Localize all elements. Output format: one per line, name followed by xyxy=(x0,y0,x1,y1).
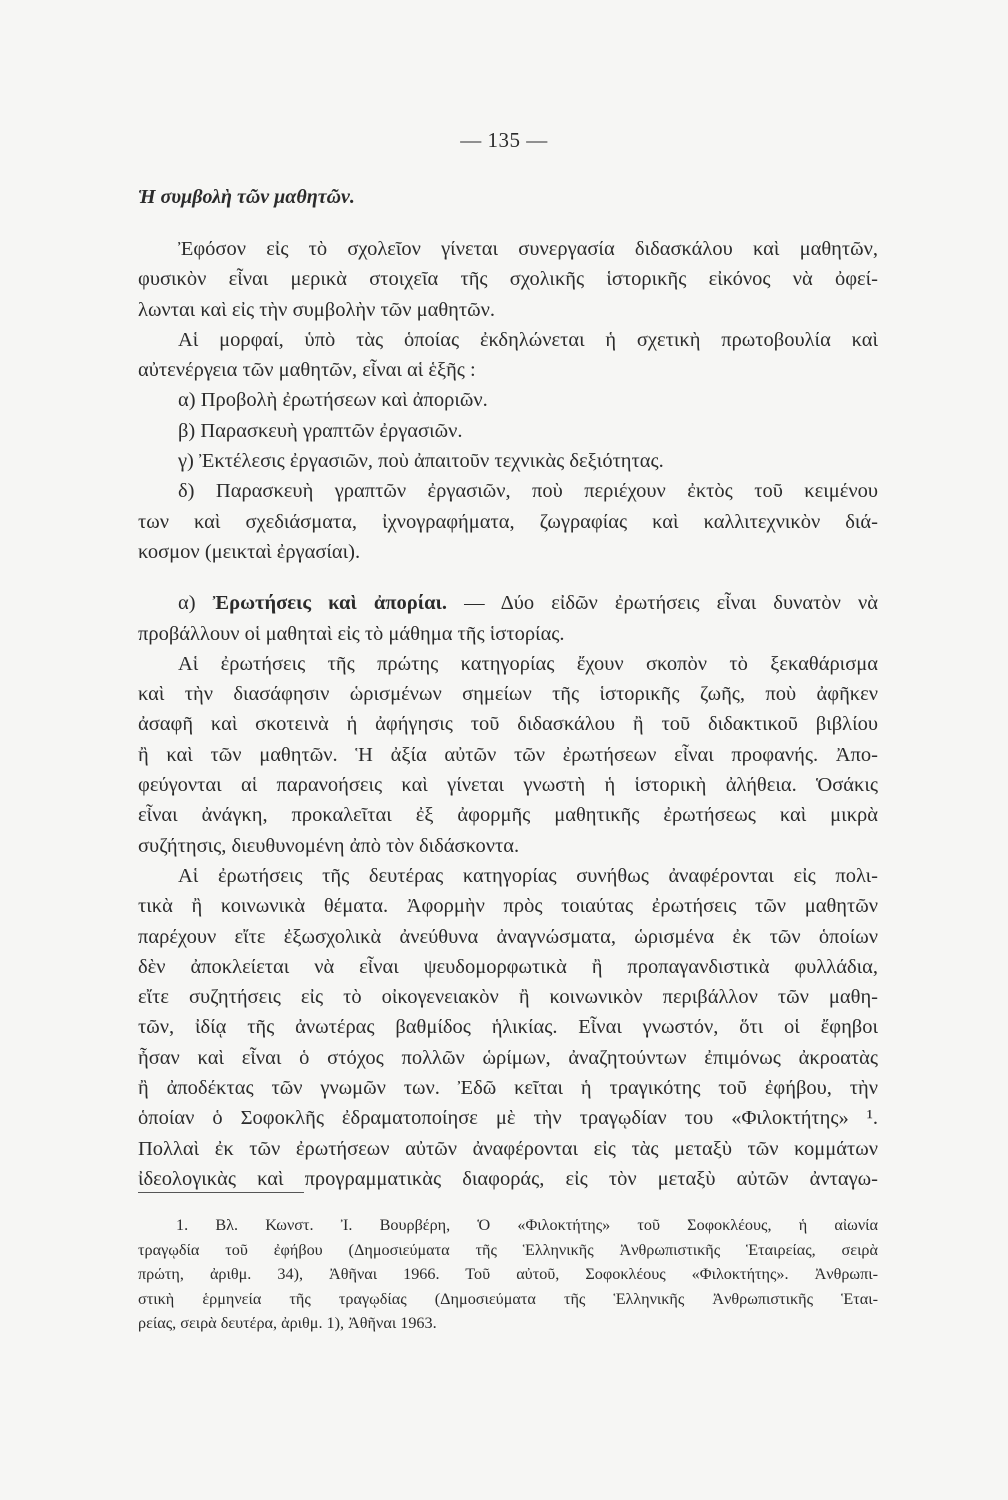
paragraph-3 xyxy=(138,476,878,567)
text-line: κοσμον (μεικταὶ ἐργασίαι). xyxy=(138,540,361,563)
text-line: ὁποίαν ὁ Σοφοκλῆς ἐδραματοποίησε μὲ τὴν τραγῳδίαν του «Φιλοκτήτης» ¹. xyxy=(138,1107,878,1130)
footnote-separator xyxy=(138,1192,304,1193)
text-line: ἰδεολογικὰς καὶ προγραμματικὰς διαφοράς, εἰς τὸν μεταξὺ αὐτῶν ἀνταγω- xyxy=(138,1167,878,1190)
text-line: Ἐφόσον εἰς τὸ σχολεῖον γίνεται συνεργασία διδασκάλου καὶ μαθητῶν, xyxy=(178,238,878,260)
paragraph-2 xyxy=(138,325,878,386)
paragraph-6 xyxy=(138,861,878,1194)
forms-list xyxy=(138,385,878,476)
text-line: Αἱ ἐρωτήσεις τῆς πρώτης κατηγορίας ἔχουν σκοπὸν τὸ ξεκαθάρισμα xyxy=(178,652,878,675)
list-item: β) Παρασκευὴ γραπτῶν ἐργασιῶν. xyxy=(178,419,463,442)
list-item: γ) Ἐκτέλεσις ἐργασιῶν, ποὺ ἀπαιτοῦν τεχνικὰς δεξιότητας. xyxy=(178,450,664,473)
paragraph-4 xyxy=(138,588,878,649)
text-line: φυσικὸν εἶναι μερικὰ στοιχεῖα τῆς σχολικῆς ἱστορικῆς εἰκόνος νὰ ὀφεί- xyxy=(138,268,878,291)
text-line: φεύγονται αἱ παρανοήσεις καὶ γίνεται γνωστὴ ἡ ἱστορικὴ ἀλήθεια. Ὁσάκις xyxy=(138,774,878,797)
text-line: δὲν ἀποκλείεται νὰ εἶναι ψευδομορφωτικὰ ἢ προπαγανδιστικὰ φυλλάδια, xyxy=(138,955,878,978)
footnote-line: τραγῳδία τοῦ ἐφήβου (Δημοσιεύματα τῆς Ἑλληνικῆς Ἀνθρωπιστικῆς Ἑταιρείας, σειρὰ xyxy=(138,1240,878,1259)
text-line: καὶ τὴν διασάφησιν ὡρισμένων σημείων τῆς ἱστορικῆς ζωῆς, ποὺ ἀφῆκεν xyxy=(138,683,878,706)
section-heading: Ἡ συμβολὴ τῶν μαθητῶν. xyxy=(138,186,355,208)
text-line: προβάλλουν οἱ μαθηταὶ εἰς τὸ μάθημα τῆς ἱστορίας. xyxy=(138,622,565,645)
text-line: παρέχουν εἴτε ἐξωσχολικὰ ἀνεύθυνα ἀναγνώσματα, ὡρισμένα ἐκ τῶν ὁποίων xyxy=(138,925,878,948)
subsection-line xyxy=(138,588,878,618)
text-line: αὐτενέργεια τῶν μαθητῶν, εἶναι αἱ ἑξῆς : xyxy=(138,359,476,382)
text-line: των καὶ σχεδιάσματα, ἰχνογραφήματα, ζωγραφίας καὶ καλλιτεχνικὸν διά- xyxy=(138,510,878,533)
text-line: εἶναι ἀνάγκη, προκαλεῖται ἐξ ἀφορμῆς μαθητικῆς ἐρωτήσεως καὶ μικρὰ xyxy=(138,804,878,827)
list-item: α) Προβολὴ ἐρωτήσεων καὶ ἀποριῶν. xyxy=(178,389,488,412)
text-line: λωνται καὶ εἰς τὴν συμβολὴν τῶν μαθητῶν. xyxy=(138,298,496,321)
text-line: ἢ καὶ τῶν μαθητῶν. Ἡ ἀξία αὐτῶν τῶν ἐρωτήσεων εἶναι προφανής. Ἀπο- xyxy=(138,743,878,766)
text-line: Αἱ μορφαί, ὑπὸ τὰς ὁποίας ἐκδηλώνεται ἡ σχετικὴ πρωτοβουλία καὶ xyxy=(178,328,878,351)
text-line: τῶν, ἰδίᾳ τῆς ἀνωτέρας βαθμίδος ἡλικίας. Εἶναι γνωστόν, ὅτι οἱ ἔφηβοι xyxy=(138,1016,878,1039)
paragraph-gap xyxy=(138,567,878,588)
subsection-prefix: α) xyxy=(178,592,213,615)
text-line: συζήτησις, διευθυνομένη ἀπὸ τὸν διδάσκοντα. xyxy=(138,834,520,857)
footnote xyxy=(138,1213,878,1336)
main-text xyxy=(138,182,878,1194)
text-line: τικὰ ἢ κοινωνικὰ θέματα. Ἀφορμὴν πρὸς τοιαύτας ἐρωτήσεις τῶν μαθητῶν xyxy=(138,895,878,918)
list-item: δ) Παρασκευὴ γραπτῶν ἐργασιῶν, ποὺ περιέχουν ἐκτὸς τοῦ κειμένου xyxy=(178,480,878,503)
text-line: ἀσαφῆ καὶ σκοτεινὰ ἡ ἀφήγησις τοῦ διδασκάλου ἢ τοῦ διδακτικοῦ βιβλίου xyxy=(138,713,878,736)
page-number: — 135 — xyxy=(460,128,548,152)
subsection-text: — Δύο εἰδῶν ἐρωτήσεις εἶναι δυνατὸν νὰ xyxy=(447,592,878,615)
subsection-title: Ἐρωτήσεις καὶ ἀπορίαι. xyxy=(212,592,448,615)
footnote-line: ρείας, σειρὰ δευτέρα, ἀριθμ. 1), Ἀθῆναι 1963. xyxy=(138,1314,437,1333)
paragraph-1 xyxy=(138,234,878,325)
text-line: Πολλαὶ ἐκ τῶν ἐρωτήσεων αὐτῶν ἀναφέρονται εἰς τὰς μεταξὺ τῶν κομμάτων xyxy=(138,1137,878,1160)
text-line: ἢ ἀποδέκτας τῶν γνωμῶν των. Ἐδῶ κεῖται ἡ τραγικότης τοῦ ἐφήβου, τὴν xyxy=(138,1077,878,1100)
footnote-line: πρώτη, ἀριθμ. 34), Ἀθῆναι 1966. Τοῦ αὐτοῦ, Σοφοκλέους «Φιλοκτήτης». Ἀνθρωπι- xyxy=(138,1265,878,1284)
paragraph-5 xyxy=(138,649,878,861)
footnote-line: 1. Βλ. Κωνστ. Ἰ. Βουρβέρη, Ὁ «Φιλοκτήτης» τοῦ Σοφοκλέους, ἡ αἰωνία xyxy=(176,1216,878,1234)
text-line: Αἱ ἐρωτήσεις τῆς δευτέρας κατηγορίας συνήθως ἀναφέρονται εἰς πολι- xyxy=(178,864,878,887)
text-line: ἦσαν καὶ εἶναι ὁ στόχος πολλῶν ὡρίμων, ἀναζητούντων ἐπιμόνως ἀκροατὰς xyxy=(138,1046,878,1069)
text-line: εἴτε συζητήσεις εἰς τὸ οἰκογενειακὸν ἢ κοινωνικὸν περιβάλλον τῶν μαθη- xyxy=(138,986,878,1009)
footnote-line: στικὴ ἑρμηνεία τῆς τραγῳδίας (Δημοσιεύματα τῆς Ἑλληνικῆς Ἀνθρωπιστικῆς Ἑται- xyxy=(138,1289,878,1308)
